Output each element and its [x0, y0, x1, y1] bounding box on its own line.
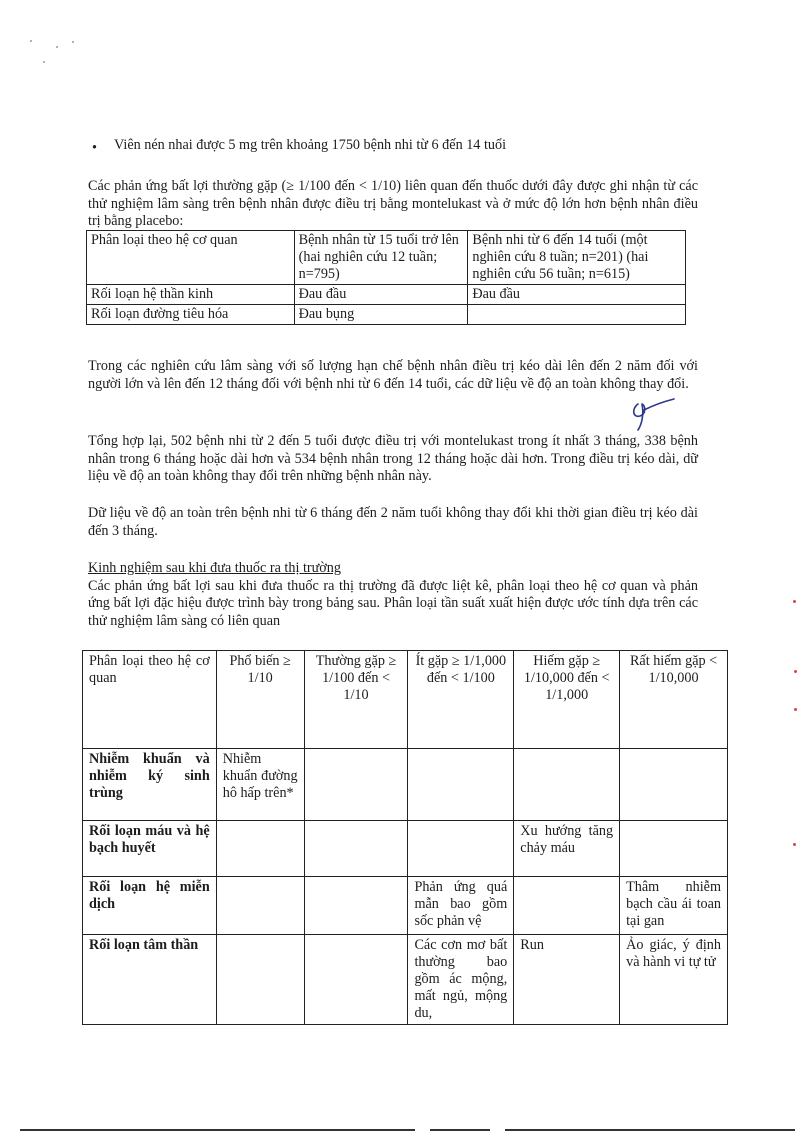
table-header-cell: Bệnh nhân từ 15 tuổi trở lên (hai nghiên cứu 12 tuần; n=795): [294, 231, 468, 285]
bullet-text: Viên nén nhai được 5 mg trên khoảng 1750 bệnh nhi từ 6 đến 14 tuổi: [114, 137, 507, 153]
handwritten-initial-mark: [628, 396, 676, 432]
table-cell: [304, 877, 408, 935]
table-cell: Rối loạn tâm thần: [83, 935, 217, 1025]
page-bottom-rule: [505, 1129, 795, 1131]
table-header-cell: Rất hiếm gặp < 1/10,000: [620, 651, 728, 749]
adverse-reactions-table: [86, 230, 686, 325]
table-cell: Phản ứng quá mẫn bao gồm sốc phản vệ: [408, 877, 514, 935]
page-bottom-rule: [430, 1129, 490, 1131]
post-marketing-table: [82, 650, 728, 1025]
section-heading: Kinh nghiệm sau khi đưa thuốc ra thị trường: [88, 560, 341, 576]
table-header-cell: Bệnh nhi từ 6 đến 14 tuổi (một nghiên cứu 8 tuần; n=201) (hai nghiên cứu 56 tuần; n=615): [468, 231, 686, 285]
post-marketing-section: [88, 560, 698, 630]
table-cell: [304, 821, 408, 877]
page-bottom-rule: [20, 1129, 415, 1131]
table-cell: [216, 877, 304, 935]
table-cell: Rối loạn hệ thần kinh: [87, 285, 295, 305]
table-cell: Nhiễm khuẩn đường hô hấp trên*: [216, 749, 304, 821]
bullet-symbol: •: [92, 140, 97, 156]
table-cell: Ảo giác, ý định và hành vi tự tử: [620, 935, 728, 1025]
table-row: [83, 821, 728, 877]
table-cell: [216, 935, 304, 1025]
table-cell: Nhiễm khuẩn và nhiễm ký sinh trùng: [83, 749, 217, 821]
paragraph-children-6mo-2y: Dữ liệu về độ an toàn trên bệnh nhi từ 6 tháng đến 2 năm tuổi không thay đổi khi thời gian điều trị kéo dài đến 3 tháng.: [88, 505, 698, 539]
paragraph-children-2-5: Tổng hợp lại, 502 bệnh nhi từ 2 đến 5 tuổi được điều trị với montelukast trong ít nhất 3 tháng, 338 bệnh nhân trong 6 tháng hoặc dài hơn và 534 bệnh nhân trong 12 tháng hoặc dài hơn. Trong điều trị kéo dài, dữ liệu về độ an toàn không thay đổi trên những bệnh nhân này.: [88, 433, 698, 484]
table-cell: [468, 305, 686, 325]
table-cell: [304, 749, 408, 821]
table-cell: Đau bụng: [294, 305, 468, 325]
table-header-cell: Hiếm gặp ≥ 1/10,000 đến < 1/1,000: [514, 651, 620, 749]
table-cell: Xu hướng tăng chảy máu: [514, 821, 620, 877]
table-cell: [620, 821, 728, 877]
table-cell: Đau đầu: [468, 285, 686, 305]
table-cell: Thâm nhiễm bạch cầu ái toan tại gan: [620, 877, 728, 935]
paragraph-long-term: Trong các nghiên cứu lâm sàng với số lượng hạn chế bệnh nhân điều trị kéo dài lên đến 2 năm đối với người lớn và lên đến 12 tháng đối với bệnh nhi từ 6 đến 14 tuổi, các dữ liệu về độ an toàn không thay đổi.: [88, 358, 698, 392]
table-row: [87, 305, 686, 325]
table-cell: Đau đầu: [294, 285, 468, 305]
table-header-cell: Phổ biến ≥ 1/10: [216, 651, 304, 749]
table-cell: [620, 749, 728, 821]
table-header-cell: Ít gặp ≥ 1/1,000 đến < 1/100: [408, 651, 514, 749]
table-header-cell: Thường gặp ≥ 1/100 đến < 1/10: [304, 651, 408, 749]
table-row: [83, 877, 728, 935]
table-cell: Run: [514, 935, 620, 1025]
table-row: [87, 285, 686, 305]
section-text: Các phản ứng bất lợi sau khi đưa thuốc ra thị trường đã được liệt kê, phân loại theo hệ cơ quan và phản ứng bất lợi đặc hiệu được trình bày trong bảng sau. Phân loại tần suất xuất hiện được ước tính dựa trên các thử nghiệm lâm sàng có liên quan: [88, 577, 698, 629]
intro-paragraph: Các phản ứng bất lợi thường gặp (≥ 1/100 đến < 1/10) liên quan đến thuốc dưới đây được ghi nhận từ các thử nghiệm lâm sàng trên bệnh nhân được điều trị bằng montelukast và ở mức độ lớn hơn bệnh nhân điều trị bằng placebo:: [88, 178, 698, 229]
table-header-cell: Phân loại theo hệ cơ quan: [87, 231, 295, 285]
table-cell: [408, 821, 514, 877]
table-cell: Rối loạn hệ miễn dịch: [83, 877, 217, 935]
table-row: [83, 935, 728, 1025]
table-cell: Rối loạn máu và hệ bạch huyết: [83, 821, 217, 877]
table-cell: [514, 877, 620, 935]
table-cell: [216, 821, 304, 877]
table-header-row: [87, 231, 686, 285]
table-cell: [304, 935, 408, 1025]
table-header-cell: Phân loại theo hệ cơ quan: [83, 651, 217, 749]
table-row: [83, 749, 728, 821]
table-cell: [514, 749, 620, 821]
table-cell: [408, 749, 514, 821]
table-header-row: [83, 651, 728, 749]
table-cell: Các cơn mơ bất thường bao gồm ác mộng, mất ngủ, mộng du,: [408, 935, 514, 1025]
table-cell: Rối loạn đường tiêu hóa: [87, 305, 295, 325]
